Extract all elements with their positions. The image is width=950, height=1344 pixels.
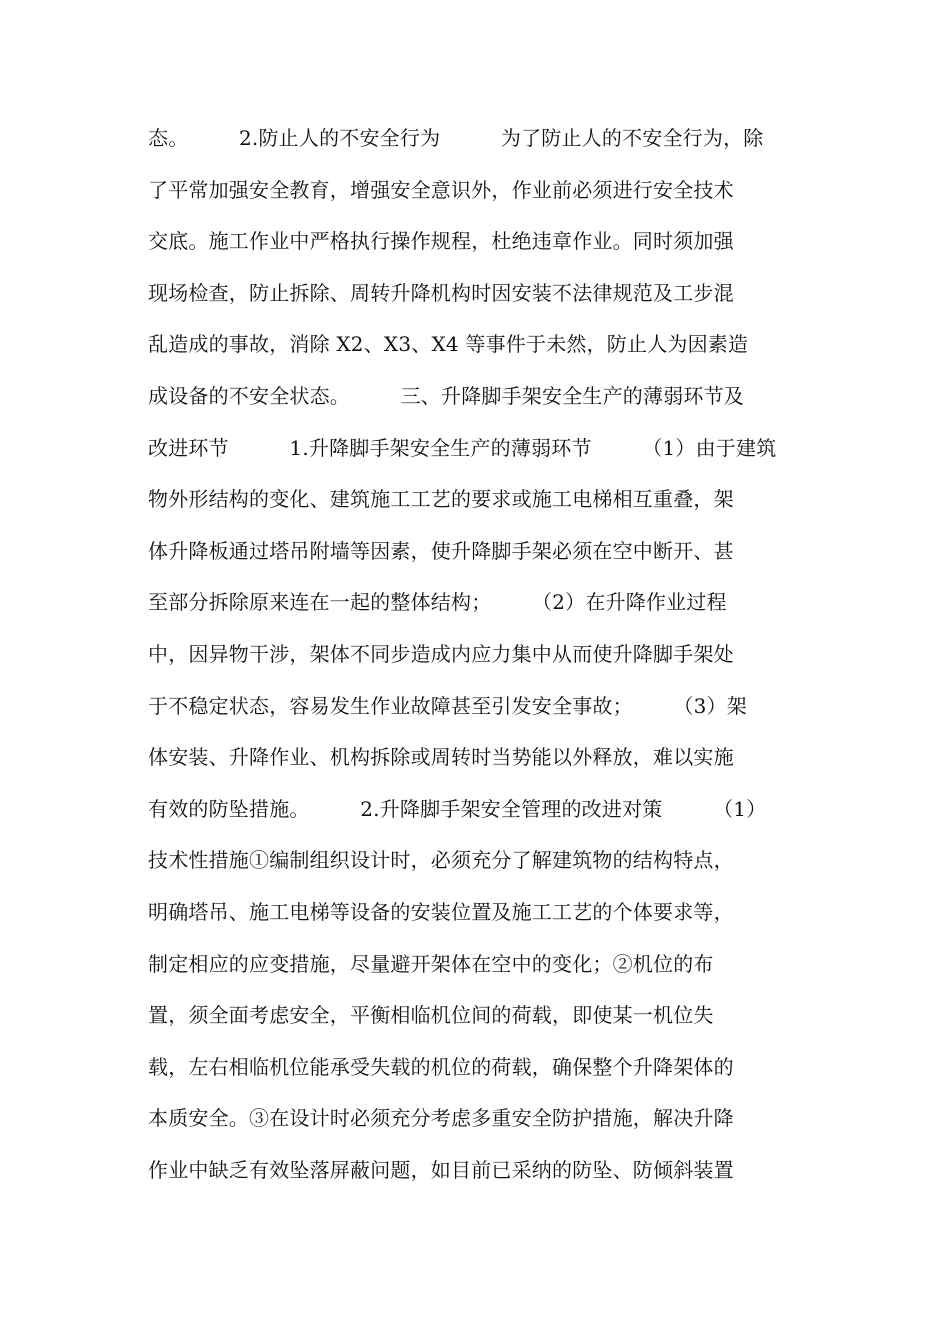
text-line: 物外形结构的变化、建筑施工工艺的要求或施工电梯相互重叠，架	[148, 487, 734, 512]
text-line: 交底。施工作业中严格执行操作规程，杜绝违章作业。同时须加强	[148, 229, 734, 254]
text-line: 改进环节 1.升降脚手架安全生产的薄弱环节 （1）由于建筑	[148, 435, 777, 460]
text-line: 制定相应的应变措施，尽量避开架体在空中的变化；②机位的布	[148, 951, 714, 976]
text-line: 技术性措施①编制组织设计时，必须充分了解建筑物的结构特点，	[148, 848, 734, 873]
text-line: 中，因异物干涉，架体不同步造成内应力集中从而使升降脚手架处	[148, 641, 734, 666]
text-line: 于不稳定状态，容易发生作业故障甚至引发安全事故； （3）架	[148, 693, 747, 718]
text-line: 作业中缺乏有效坠落屏蔽问题，如目前已采纳的防坠、防倾斜装置	[148, 1157, 734, 1182]
text-line: 至部分拆除原来连在一起的整体结构； （2）在升降作业过程	[148, 590, 727, 615]
text-line: 现场检查，防止拆除、周转升降机构时因安装不法律规范及工步混	[148, 280, 734, 305]
text-line: 本质安全。③在设计时必须充分考虑多重安全防护措施，解决升降	[148, 1106, 734, 1131]
text-line: 置，须全面考虑安全，平衡相临机位间的荷载，即使某一机位失	[148, 1003, 714, 1028]
text-line: 成设备的不安全状态。 三、升降脚手架安全生产的薄弱环节及	[148, 383, 744, 408]
text-line: 体升降板通过塔吊附墙等因素，使升降脚手架必须在空中断开、甚	[148, 538, 734, 563]
text-line: 载，左右相临机位能承受失载的机位的荷载，确保整个升降架体的	[148, 1054, 734, 1079]
text-line: 体安装、升降作业、机构拆除或周转时当势能以外释放，难以实施	[148, 745, 734, 770]
text-line: 明确塔吊、施工电梯等设备的安装位置及施工工艺的个体要求等，	[148, 899, 734, 924]
text-line: 有效的防坠措施。 2.升降脚手架安全管理的改进对策 （1）	[148, 796, 767, 821]
body-text	[148, 113, 828, 1196]
text-line: 态。 2.防止人的不安全行为 为了防止人的不安全行为，除	[148, 126, 764, 150]
text-line: 乱造成的事故，消除 X2、X3、X4 等事件于未然，防止人为因素造	[148, 332, 749, 357]
text-line: 了平常加强安全教育，增强安全意识外，作业前必须进行安全技术	[148, 177, 734, 202]
